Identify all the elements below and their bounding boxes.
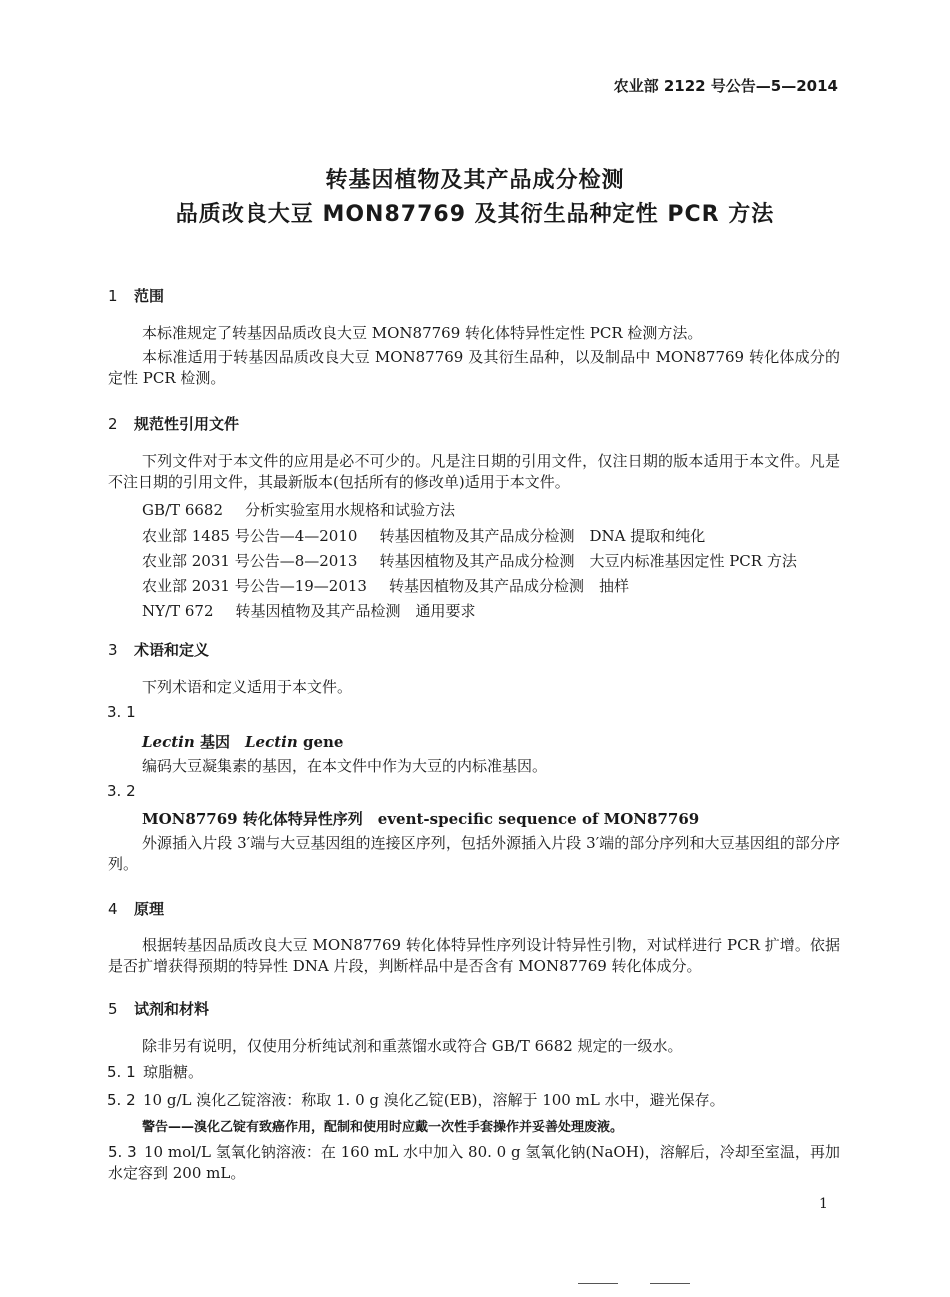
list-item: 5. 3 10 mol/L 氢氧化钠溶液：在 160 mL 水中加入 80. 0 g 氢氧化钠(NaOH)，溶解后，冷却至室温，再加水定容到 200 mL。 xyxy=(108,1143,840,1182)
warning-note: 警告——溴化乙锭有致癌作用，配制和使用时应戴一次性手套操作并妥善处理废液。 xyxy=(142,1120,624,1135)
list-item: 5. 2 10 g/L 溴化乙锭溶液：称取 1. 0 g 溴化乙锭(EB)，溶解于 100 mL 水中，避光保存。 xyxy=(107,1091,725,1109)
section-title: 范围 xyxy=(134,287,165,305)
section-4-heading xyxy=(108,898,164,919)
section-number: 4 xyxy=(108,900,118,918)
section-title: 规范性引用文件 xyxy=(134,415,240,433)
reference-item: 农业部 2031 号公告—19—2013 转基因植物及其产品成分检测 抽样 xyxy=(142,577,629,595)
section-title: 原理 xyxy=(134,900,165,918)
subsection-number: 3. 2 xyxy=(107,782,136,800)
paragraph: 本标准规定了转基因品质改良大豆 MON87769 转化体特异性定性 PCR 检测方法。 xyxy=(142,324,703,342)
section-title: 术语和定义 xyxy=(134,641,210,659)
term-definition: 外源插入片段 3′端与大豆基因组的连接区序列，包括外源插入片段 3′端的部分序列和大豆基因组的部分序列。 xyxy=(108,834,840,873)
page-header: 农业部 2122 号公告—5—2014 xyxy=(613,77,838,95)
reference-item: NY/T 672 转基因植物及其产品检测 通用要求 xyxy=(142,602,476,620)
term-heading: MON87769 转化体特异性序列 event-specific sequence of MON87769 xyxy=(142,810,700,828)
section-number: 1 xyxy=(108,287,118,305)
section-2-heading xyxy=(108,413,239,434)
subsection-number: 3. 1 xyxy=(107,703,136,721)
section-3-heading xyxy=(108,639,209,660)
paragraph: 下列文件对于本文件的应用是必不可少的。凡是注日期的引用文件，仅注日期的版本适用于本文件。凡是不注日期的引用文件，其最新版本(包括所有的修改单)适用于本文件。 xyxy=(108,452,840,491)
list-item: 5. 1 琼脂糖。 xyxy=(107,1063,204,1081)
reference-item: 农业部 2031 号公告—8—2013 转基因植物及其产品成分检测 大豆内标准基因定性 PCR 方法 xyxy=(142,552,797,570)
document-title-line-1: 转基因植物及其产品成分检测 xyxy=(325,168,625,193)
paragraph: 本标准适用于转基因品质改良大豆 MON87769 及其衍生品种，以及制品中 MON87769 转化体成分的定性 PCR 检测。 xyxy=(108,348,840,387)
section-number: 2 xyxy=(108,415,118,433)
document-title-line-2: 品质改良大豆 MON87769 及其衍生品种定性 PCR 方法 xyxy=(175,202,775,227)
paragraph: 根据转基因品质改良大豆 MON87769 转化体特异性序列设计特异性引物，对试样进行 PCR 扩增。依据是否扩增获得预期的特异性 DNA 片段，判断样品中是否含有 MON87769 转化体成分。 xyxy=(108,936,840,975)
page-number: 1 xyxy=(819,1196,828,1212)
footer-rule xyxy=(578,1283,618,1284)
term-definition: 编码大豆凝集素的基因，在本文件中作为大豆的内标准基因。 xyxy=(142,757,548,775)
reference-item: 农业部 1485 号公告—4—2010 转基因植物及其产品成分检测 DNA 提取和纯化 xyxy=(142,527,706,545)
paragraph: 下列术语和定义适用于本文件。 xyxy=(142,678,353,696)
section-number: 3 xyxy=(108,641,118,659)
reference-item: GB/T 6682 分析实验室用水规格和试验方法 xyxy=(142,501,456,519)
section-title: 试剂和材料 xyxy=(134,1000,210,1018)
section-5-heading xyxy=(108,998,209,1019)
paragraph: 除非另有说明，仅使用分析纯试剂和重蒸馏水或符合 GB/T 6682 规定的一级水。 xyxy=(142,1037,683,1055)
section-1-heading xyxy=(108,285,164,306)
section-number: 5 xyxy=(108,1000,118,1018)
term-heading: Lectin 基因 Lectin gene xyxy=(142,733,344,751)
footer-rule xyxy=(650,1283,690,1284)
